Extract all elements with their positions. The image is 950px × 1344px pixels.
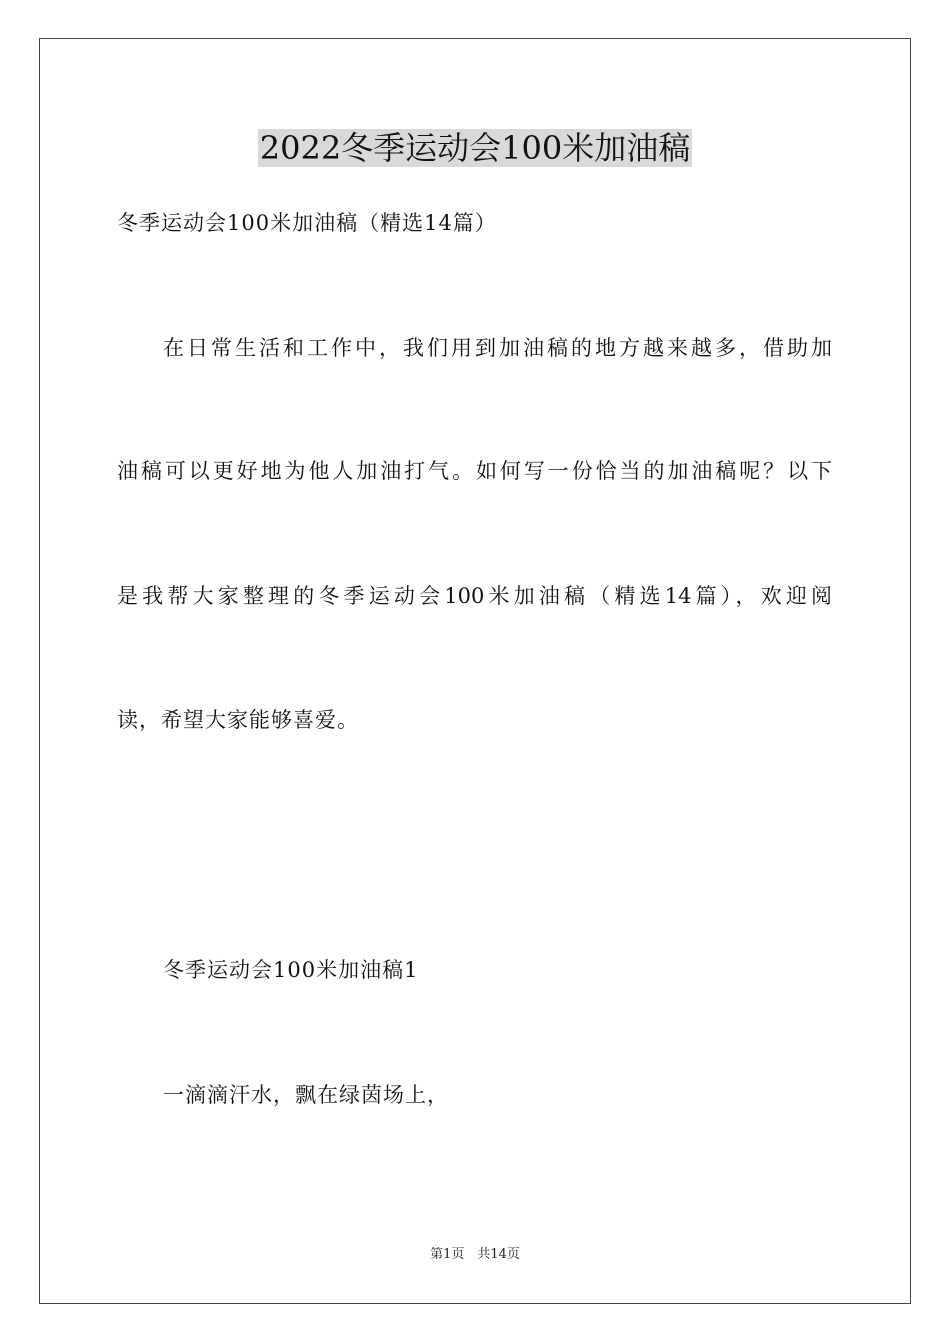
document-title-text: 2022冬季运动会100米加油稿 <box>259 129 691 167</box>
document-subtitle: 冬季运动会100米加油稿（精选14篇） <box>117 211 497 235</box>
intro-paragraph-line-2: 油稿可以更好地为他人加油打气。如何写一份恰当的加油稿呢？以下 <box>117 459 832 483</box>
intro-paragraph-line-4: 读，希望大家能够喜爱。 <box>117 708 359 732</box>
document-title <box>0 126 950 170</box>
intro-paragraph-line-3: 是我帮大家整理的冬季运动会100米加油稿（精选14篇），欢迎阅 <box>117 584 832 608</box>
intro-paragraph-line-1: 在日常生活和工作中，我们用到加油稿的地方越来越多，借助加 <box>163 336 832 360</box>
page-number-footer: 第1页 共14页 <box>430 1247 520 1262</box>
section-heading: 冬季运动会100米加油稿1 <box>163 958 419 982</box>
body-line-1: 一滴滴汗水，飘在绿茵场上， <box>163 1083 449 1107</box>
